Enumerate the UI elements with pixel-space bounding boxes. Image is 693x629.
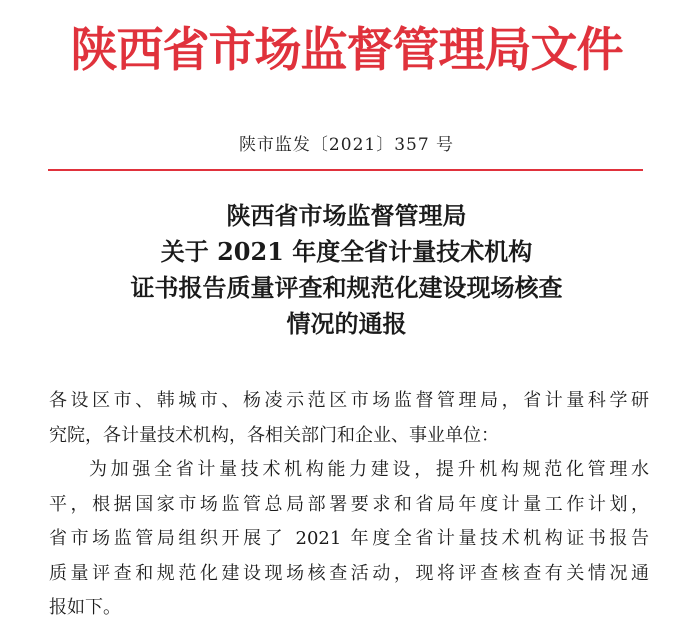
paragraph-line: 报如下。 xyxy=(49,597,121,618)
notice-title-line: 情况的通报 xyxy=(286,309,407,338)
document-header-title: 陕西省市场监督管理局文件 xyxy=(70,23,623,78)
red-divider-line xyxy=(48,169,643,171)
notice-title-line: 证书报告质量评查和规范化建设现场核查 xyxy=(130,273,563,302)
notice-title xyxy=(0,198,693,342)
addressee-line: 各设区市、韩城市、杨凌示范区市场监督管理局，省计量科学研 xyxy=(49,390,649,411)
document-number: 陕市监发〔2021〕357 号 xyxy=(238,135,455,155)
paragraph-line: 质量评查和规范化建设现场核查活动，现将评查核查有关情况通 xyxy=(49,562,649,584)
paragraph-line: 平，根据国家市场监管总局部署要求和省局年度计量工作计划， xyxy=(49,493,649,515)
notice-title-line: 关于 2021 年度全省计量技术机构 xyxy=(160,237,533,266)
paragraph-line: 为加强全省计量技术机构能力建设，提升机构规范化管理水 xyxy=(89,459,649,480)
notice-title-line: 陕西省市场监督管理局 xyxy=(226,201,467,230)
paragraph-line: 省市场监管局组织开展了 2021 年度全省计量技术机构证书报告 xyxy=(49,528,649,549)
addressee-line: 究院，各计量技术机构，各相关部门和企业、事业单位： xyxy=(49,424,499,446)
document-body xyxy=(49,384,649,626)
